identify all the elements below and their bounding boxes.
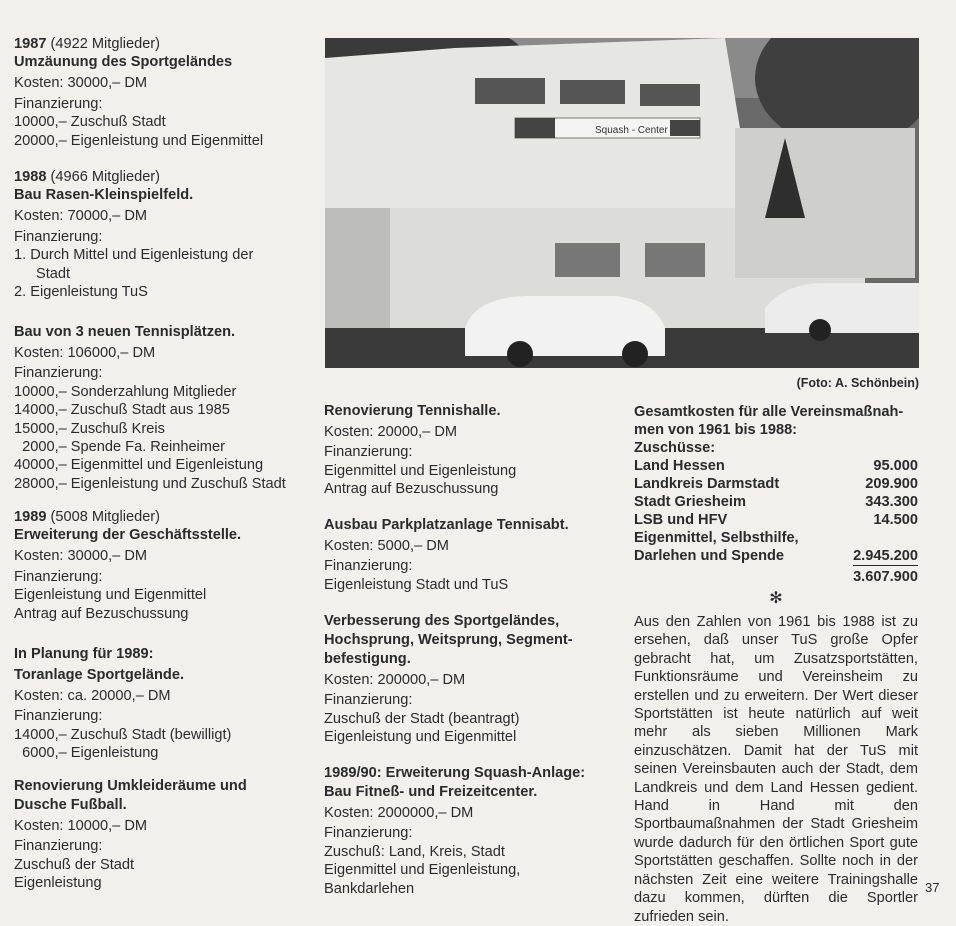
row-value: 95.000 bbox=[873, 458, 918, 474]
planning-heading: In Planung für 1989: bbox=[14, 646, 154, 662]
section-1989 bbox=[14, 508, 241, 623]
financing-item: Eigenleistung und Eigenmittel bbox=[14, 587, 207, 604]
financing-item: Zuschuß der Stadt bbox=[14, 856, 135, 873]
section-title: Erweiterung der Geschäftsstelle. bbox=[14, 527, 242, 544]
financing-item: 2000,– Spende Fa. Reinheimer bbox=[14, 439, 225, 456]
row-value: 209.900 bbox=[865, 476, 918, 492]
cost-row bbox=[634, 475, 918, 493]
financing-label: Finanzierung: bbox=[14, 708, 103, 725]
section-parking bbox=[324, 516, 569, 594]
section-title: Toranlage Sportgelände. bbox=[14, 667, 185, 683]
heading-line: men von 1961 bis 1988: bbox=[634, 422, 798, 438]
section-title: Dusche Fußball. bbox=[14, 797, 127, 813]
section-planning-1989 bbox=[14, 645, 231, 763]
row-label: Landkreis Darmstadt bbox=[634, 476, 780, 492]
financing-item: Antrag auf Bezuschussung bbox=[324, 481, 499, 498]
cost: Kosten: 2000000,– DM bbox=[324, 805, 474, 821]
section-title: Renovierung Tennishalle. bbox=[324, 403, 501, 419]
heading-line: Gesamtkosten für alle Vereinsmaßnah- bbox=[634, 404, 904, 420]
total-value: 3.607.900 bbox=[853, 565, 918, 586]
cost: Kosten: 30000,– DM bbox=[14, 548, 148, 565]
financing-label: Finanzierung: bbox=[14, 228, 103, 245]
financing-item: 6000,– Eigenleistung bbox=[14, 745, 159, 762]
page-number: 37 bbox=[925, 880, 940, 895]
financing-item: 14000,– Zuschuß Stadt (bewilligt) bbox=[14, 726, 232, 743]
section-sports-ground bbox=[324, 612, 573, 747]
section-tennis-courts bbox=[14, 323, 286, 493]
financing-label: Finanzierung: bbox=[324, 558, 413, 575]
section-1987 bbox=[14, 35, 263, 150]
photo-caption: (Foto: A. Schönbein) bbox=[796, 376, 919, 390]
financing-item: 10000,– Zuschuß Stadt bbox=[14, 114, 166, 131]
section-changing-rooms bbox=[14, 777, 247, 893]
cost: Kosten: 30000,– DM bbox=[14, 75, 148, 92]
financing-item: 14000,– Zuschuß Stadt aus 1985 bbox=[14, 402, 230, 419]
cost-row bbox=[634, 457, 918, 475]
financing-item: Zuschuß der Stadt (beantragt) bbox=[324, 710, 520, 727]
financing-item: Antrag auf Bezuschussung bbox=[14, 605, 189, 622]
row-label: Eigenmittel, Selbsthilfe, bbox=[634, 530, 799, 546]
cost: Kosten: 5000,– DM bbox=[324, 538, 449, 554]
year: 1987 bbox=[14, 36, 47, 52]
financing-item: 20000,– Eigenleistung und Eigenmittel bbox=[14, 132, 264, 149]
section-title: Umzäunung des Sportgeländes bbox=[14, 54, 233, 71]
financing-item: Bankdarlehen bbox=[324, 880, 415, 897]
building-illustration bbox=[325, 38, 919, 368]
row-label: Stadt Griesheim bbox=[634, 494, 746, 510]
cost-row bbox=[634, 493, 918, 511]
separator-asterisk: ✻ bbox=[769, 590, 783, 607]
financing-item: 1. Durch Mittel und Eigenleistung der bbox=[14, 247, 254, 264]
subsidies-label: Zuschüsse: bbox=[634, 440, 716, 456]
section-title: Verbesserung des Sportgeländes, bbox=[324, 613, 560, 629]
financing-item: 15000,– Zuschuß Kreis bbox=[14, 420, 165, 437]
row-label: LSB und HFV bbox=[634, 512, 728, 528]
cost-row bbox=[634, 511, 918, 529]
cost: Kosten: 20000,– DM bbox=[324, 424, 458, 440]
financing-label: Finanzierung: bbox=[14, 95, 103, 112]
members: (4966 Mitglieder) bbox=[46, 169, 161, 185]
row-value: 343.300 bbox=[865, 494, 918, 510]
cost: Kosten: 10000,– DM bbox=[14, 818, 148, 834]
cost: Kosten: 70000,– DM bbox=[14, 208, 148, 225]
members: (5008 Mitglieder) bbox=[46, 509, 161, 525]
financing-item: Eigenleistung Stadt und TuS bbox=[324, 576, 509, 593]
section-title: Hochsprung, Weitsprung, Segment- bbox=[324, 632, 573, 648]
financing-label: Finanzierung: bbox=[14, 568, 103, 585]
cost: Kosten: 200000,– DM bbox=[324, 672, 466, 688]
cost-row bbox=[634, 547, 918, 565]
section-tennis-hall bbox=[324, 402, 516, 499]
squash-center-photo bbox=[325, 38, 919, 368]
financing-item: Zuschuß: Land, Kreis, Stadt bbox=[324, 843, 505, 860]
financing-label: Finanzierung: bbox=[14, 838, 103, 855]
total-costs-table bbox=[634, 403, 918, 926]
row-value: 2.945.200 bbox=[853, 548, 918, 564]
financing-item: Eigenmittel und Eigenleistung bbox=[324, 462, 517, 479]
section-title: befestigung. bbox=[324, 651, 411, 667]
financing-item: 2. Eigenleistung TuS bbox=[14, 284, 148, 301]
financing-label: Finanzierung: bbox=[14, 365, 103, 382]
financing-label: Finanzierung: bbox=[324, 444, 413, 461]
closing-paragraph: Aus den Zahlen von 1961 bis 1988 ist zu ersehen, daß unser TuS große Opfer gebracht hat, um Zusatzsportstätten, Funktionsräume und Vereinsheim zu erstellen und zu erweitern. Der Wert dieser Sportstätten ist heute natürlich auf weit mehr als sieben Millionen Mark einzuschätzen. Damit hat der TuS mit seinen Vereinsbauten auch der Stadt, dem Landkreis und dem Land Hessen gedient. Hand in Hand mit den Sportbaumaßnahmen der Stadt Griesheim wurde dadurch für den örtlichen Sport gute Sportstätten geschaffen. Sollte noch in der nächsten Zeit eine weitere Trainingshalle dazu kommen, dürften die Sportler zufrieden sein. bbox=[634, 614, 918, 925]
section-title: Bau Fitneß- und Freizeitcenter. bbox=[324, 784, 538, 800]
financing-item: Eigenmittel und Eigenleistung, bbox=[324, 862, 521, 879]
financing-item: 40000,– Eigenmittel und Eigenleistung bbox=[14, 457, 264, 474]
year: 1988 bbox=[14, 169, 47, 185]
heading bbox=[634, 403, 918, 421]
members: (4922 Mitglieder) bbox=[46, 36, 161, 52]
financing-item: Eigenleistung bbox=[14, 875, 102, 892]
cost: Kosten: 106000,– DM bbox=[14, 345, 156, 361]
financing-item: 10000,– Sonderzahlung Mitglieder bbox=[14, 383, 237, 400]
cost: Kosten: ca. 20000,– DM bbox=[14, 688, 171, 704]
financing-item: 28000,– Eigenleistung und Zuschuß Stadt bbox=[14, 475, 286, 492]
section-1988 bbox=[14, 168, 253, 301]
financing-label: Finanzierung: bbox=[324, 692, 413, 709]
section-title: Bau Rasen-Kleinspielfeld. bbox=[14, 187, 194, 204]
financing-item: Stadt bbox=[36, 265, 71, 282]
sign-text: Squash - Center bbox=[595, 125, 668, 136]
section-title: Bau von 3 neuen Tennisplätzen. bbox=[14, 324, 236, 340]
financing-item: Eigenleistung und Eigenmittel bbox=[324, 729, 517, 746]
year: 1989 bbox=[14, 509, 47, 525]
section-title: Renovierung Umkleideräume und bbox=[14, 778, 247, 794]
row-label: Land Hessen bbox=[634, 458, 725, 474]
row-label: Darlehen und Spende bbox=[634, 548, 785, 564]
financing-label: Finanzierung: bbox=[324, 825, 413, 842]
section-squash bbox=[324, 764, 585, 898]
section-title: Ausbau Parkplatzanlage Tennisabt. bbox=[324, 517, 569, 533]
row-value: 14.500 bbox=[873, 512, 918, 528]
section-title: 1989/90: Erweiterung Squash-Anlage: bbox=[324, 765, 586, 781]
